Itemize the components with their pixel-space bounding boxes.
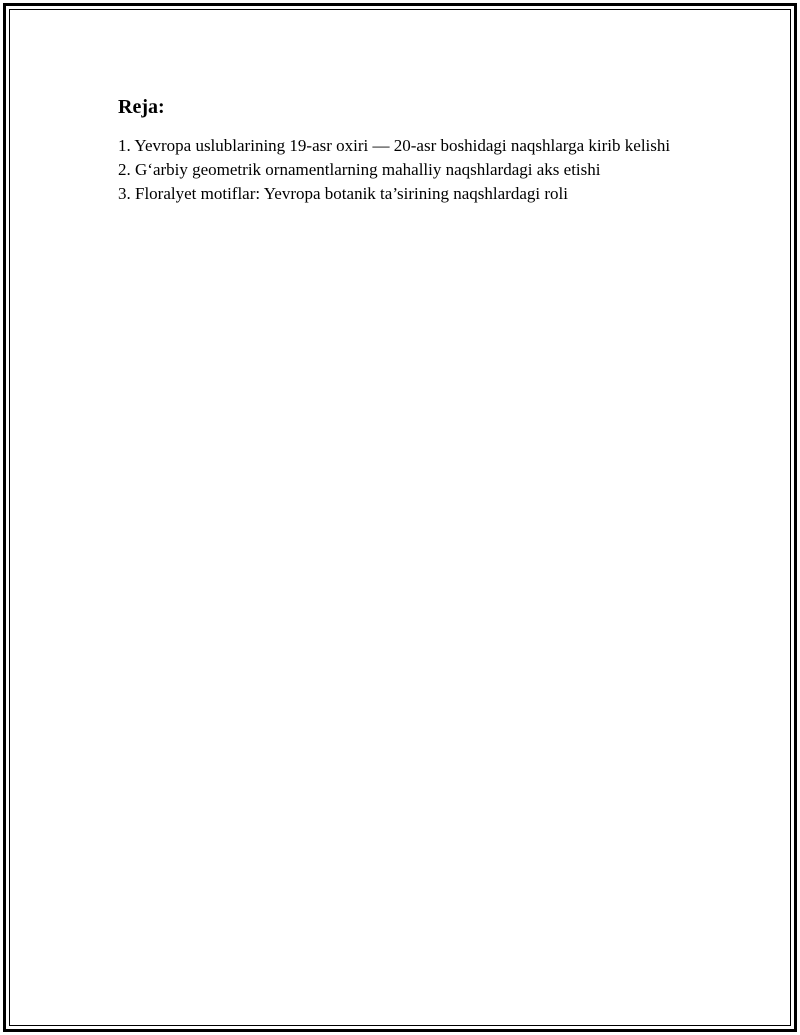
plan-item-2: 2. G‘arbiy geometrik ornamentlarning mahalliy naqshlardagi aks etishi: [118, 160, 601, 179]
plan-heading: Reja:: [118, 96, 165, 118]
plan-item-1: 1. Yevropa uslublarining 19-asr oxiri — 20-asr boshidagi naqshlarga kirib kelishi: [118, 136, 671, 155]
page-content: [118, 94, 678, 206]
plan-item-3: 3. Floralyet motiflar: Yevropa botanik ta’sirining naqshlardagi roli: [118, 184, 568, 203]
plan-list: [118, 134, 678, 206]
